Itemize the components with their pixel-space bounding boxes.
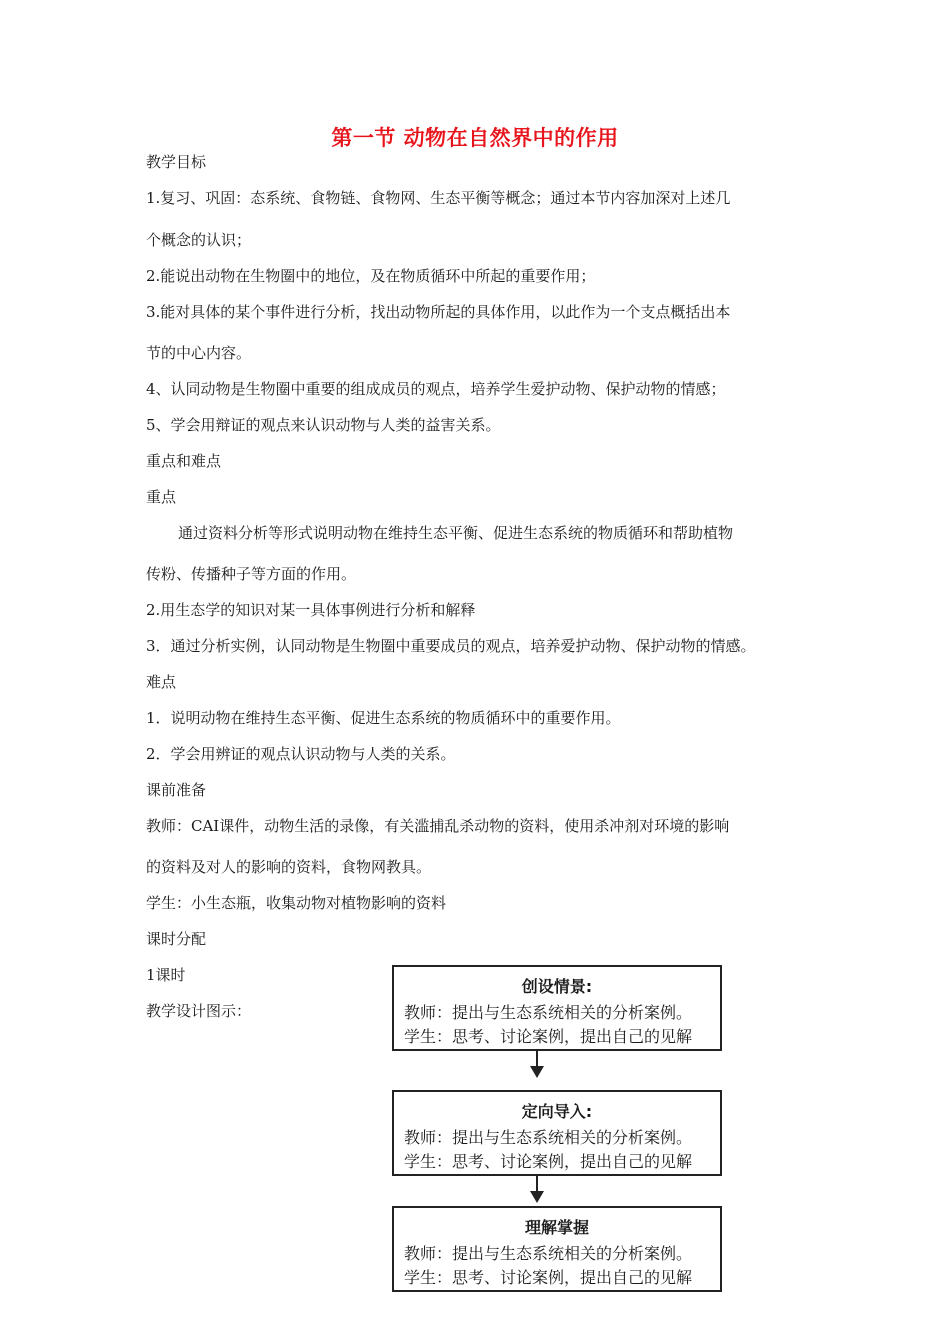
schedule-value: 1课时 bbox=[146, 966, 186, 984]
objective-2: 2.能说出动物在生物圈中的地位，及在物质循环中所起的重要作用； bbox=[146, 267, 596, 285]
objective-4: 4、认同动物是生物圈中重要的组成成员的观点，培养学生爱护动物、保护动物的情感； bbox=[146, 380, 726, 398]
design-diagram-label: 教学设计图示： bbox=[146, 1002, 252, 1020]
section-heading-objectives: 教学目标 bbox=[146, 153, 207, 171]
subheading-difficulty: 难点 bbox=[146, 673, 177, 691]
flow-box-student: 学生：思考、讨论案例，提出自己的见解 bbox=[404, 1027, 693, 1046]
flow-box-title: 定向导入: bbox=[521, 1102, 593, 1121]
flow-box-orientation bbox=[392, 1090, 722, 1176]
section-heading-preparation: 课前准备 bbox=[146, 781, 207, 799]
flow-box-title: 创设情景: bbox=[521, 977, 593, 996]
section-heading-key-points: 重点和难点 bbox=[146, 452, 222, 470]
flow-box-understanding bbox=[392, 1206, 722, 1292]
flow-box-teacher: 教师：提出与生态系统相关的分析案例。 bbox=[404, 1244, 693, 1263]
flow-box-student: 学生：思考、讨论案例，提出自己的见解 bbox=[404, 1268, 693, 1287]
preparation-teacher-line-2: 的资料及对人的影响的资料，食物网教具。 bbox=[146, 858, 432, 876]
flow-box-title: 理解掌握 bbox=[524, 1218, 589, 1237]
focus-1-line-2: 传粉、传播种子等方面的作用。 bbox=[146, 565, 357, 583]
preparation-teacher-line-1: 教师：CAI课件，动物生活的录像，有关滥捕乱杀动物的资料，使用杀冲剂对环境的影响 bbox=[146, 817, 730, 835]
flow-box-student: 学生：思考、讨论案例，提出自己的见解 bbox=[404, 1152, 693, 1171]
flow-box-scenario bbox=[392, 965, 722, 1051]
focus-1-line-1: 通过资料分析等形式说明动物在维持生态平衡、促进生态系统的物质循环和帮助植物 bbox=[178, 524, 734, 542]
objective-5: 5、学会用辩证的观点来认识动物与人类的益害关系。 bbox=[146, 416, 501, 434]
difficulty-2: 2．学会用辨证的观点认识动物与人类的关系。 bbox=[146, 745, 456, 763]
section-heading-schedule: 课时分配 bbox=[146, 930, 207, 948]
focus-2: 2.用生态学的知识对某一具体事例进行分析和解释 bbox=[146, 601, 476, 619]
objective-1-line-2: 个概念的认识； bbox=[146, 231, 252, 249]
flow-arrow-1 bbox=[528, 1051, 546, 1079]
focus-3: 3．通过分析实例，认同动物是生物圈中重要成员的观点，培养爱护动物、保护动物的情感。 bbox=[146, 637, 756, 655]
objective-3-line-1: 3.能对具体的某个事件进行分析，找出动物所起的具体作用，以此作为一个支点概括出本 bbox=[146, 303, 731, 321]
difficulty-1: 1．说明动物在维持生态平衡、促进生态系统的物质循环中的重要作用。 bbox=[146, 709, 621, 727]
objective-3-line-2: 节的中心内容。 bbox=[146, 344, 252, 362]
flow-arrow-2 bbox=[528, 1176, 546, 1204]
flow-box-teacher: 教师：提出与生态系统相关的分析案例。 bbox=[404, 1003, 693, 1022]
objective-1-line-1: 1.复习、巩固：态系统、食物链、食物网、生态平衡等概念；通过本节内容加深对上述几 bbox=[146, 189, 731, 207]
preparation-student: 学生：小生态瓶，收集动物对植物影响的资料 bbox=[146, 894, 447, 912]
page-title: 第一节 动物在自然界中的作用 bbox=[331, 126, 619, 150]
subheading-focus: 重点 bbox=[146, 488, 177, 506]
flow-box-teacher: 教师：提出与生态系统相关的分析案例。 bbox=[404, 1128, 693, 1147]
